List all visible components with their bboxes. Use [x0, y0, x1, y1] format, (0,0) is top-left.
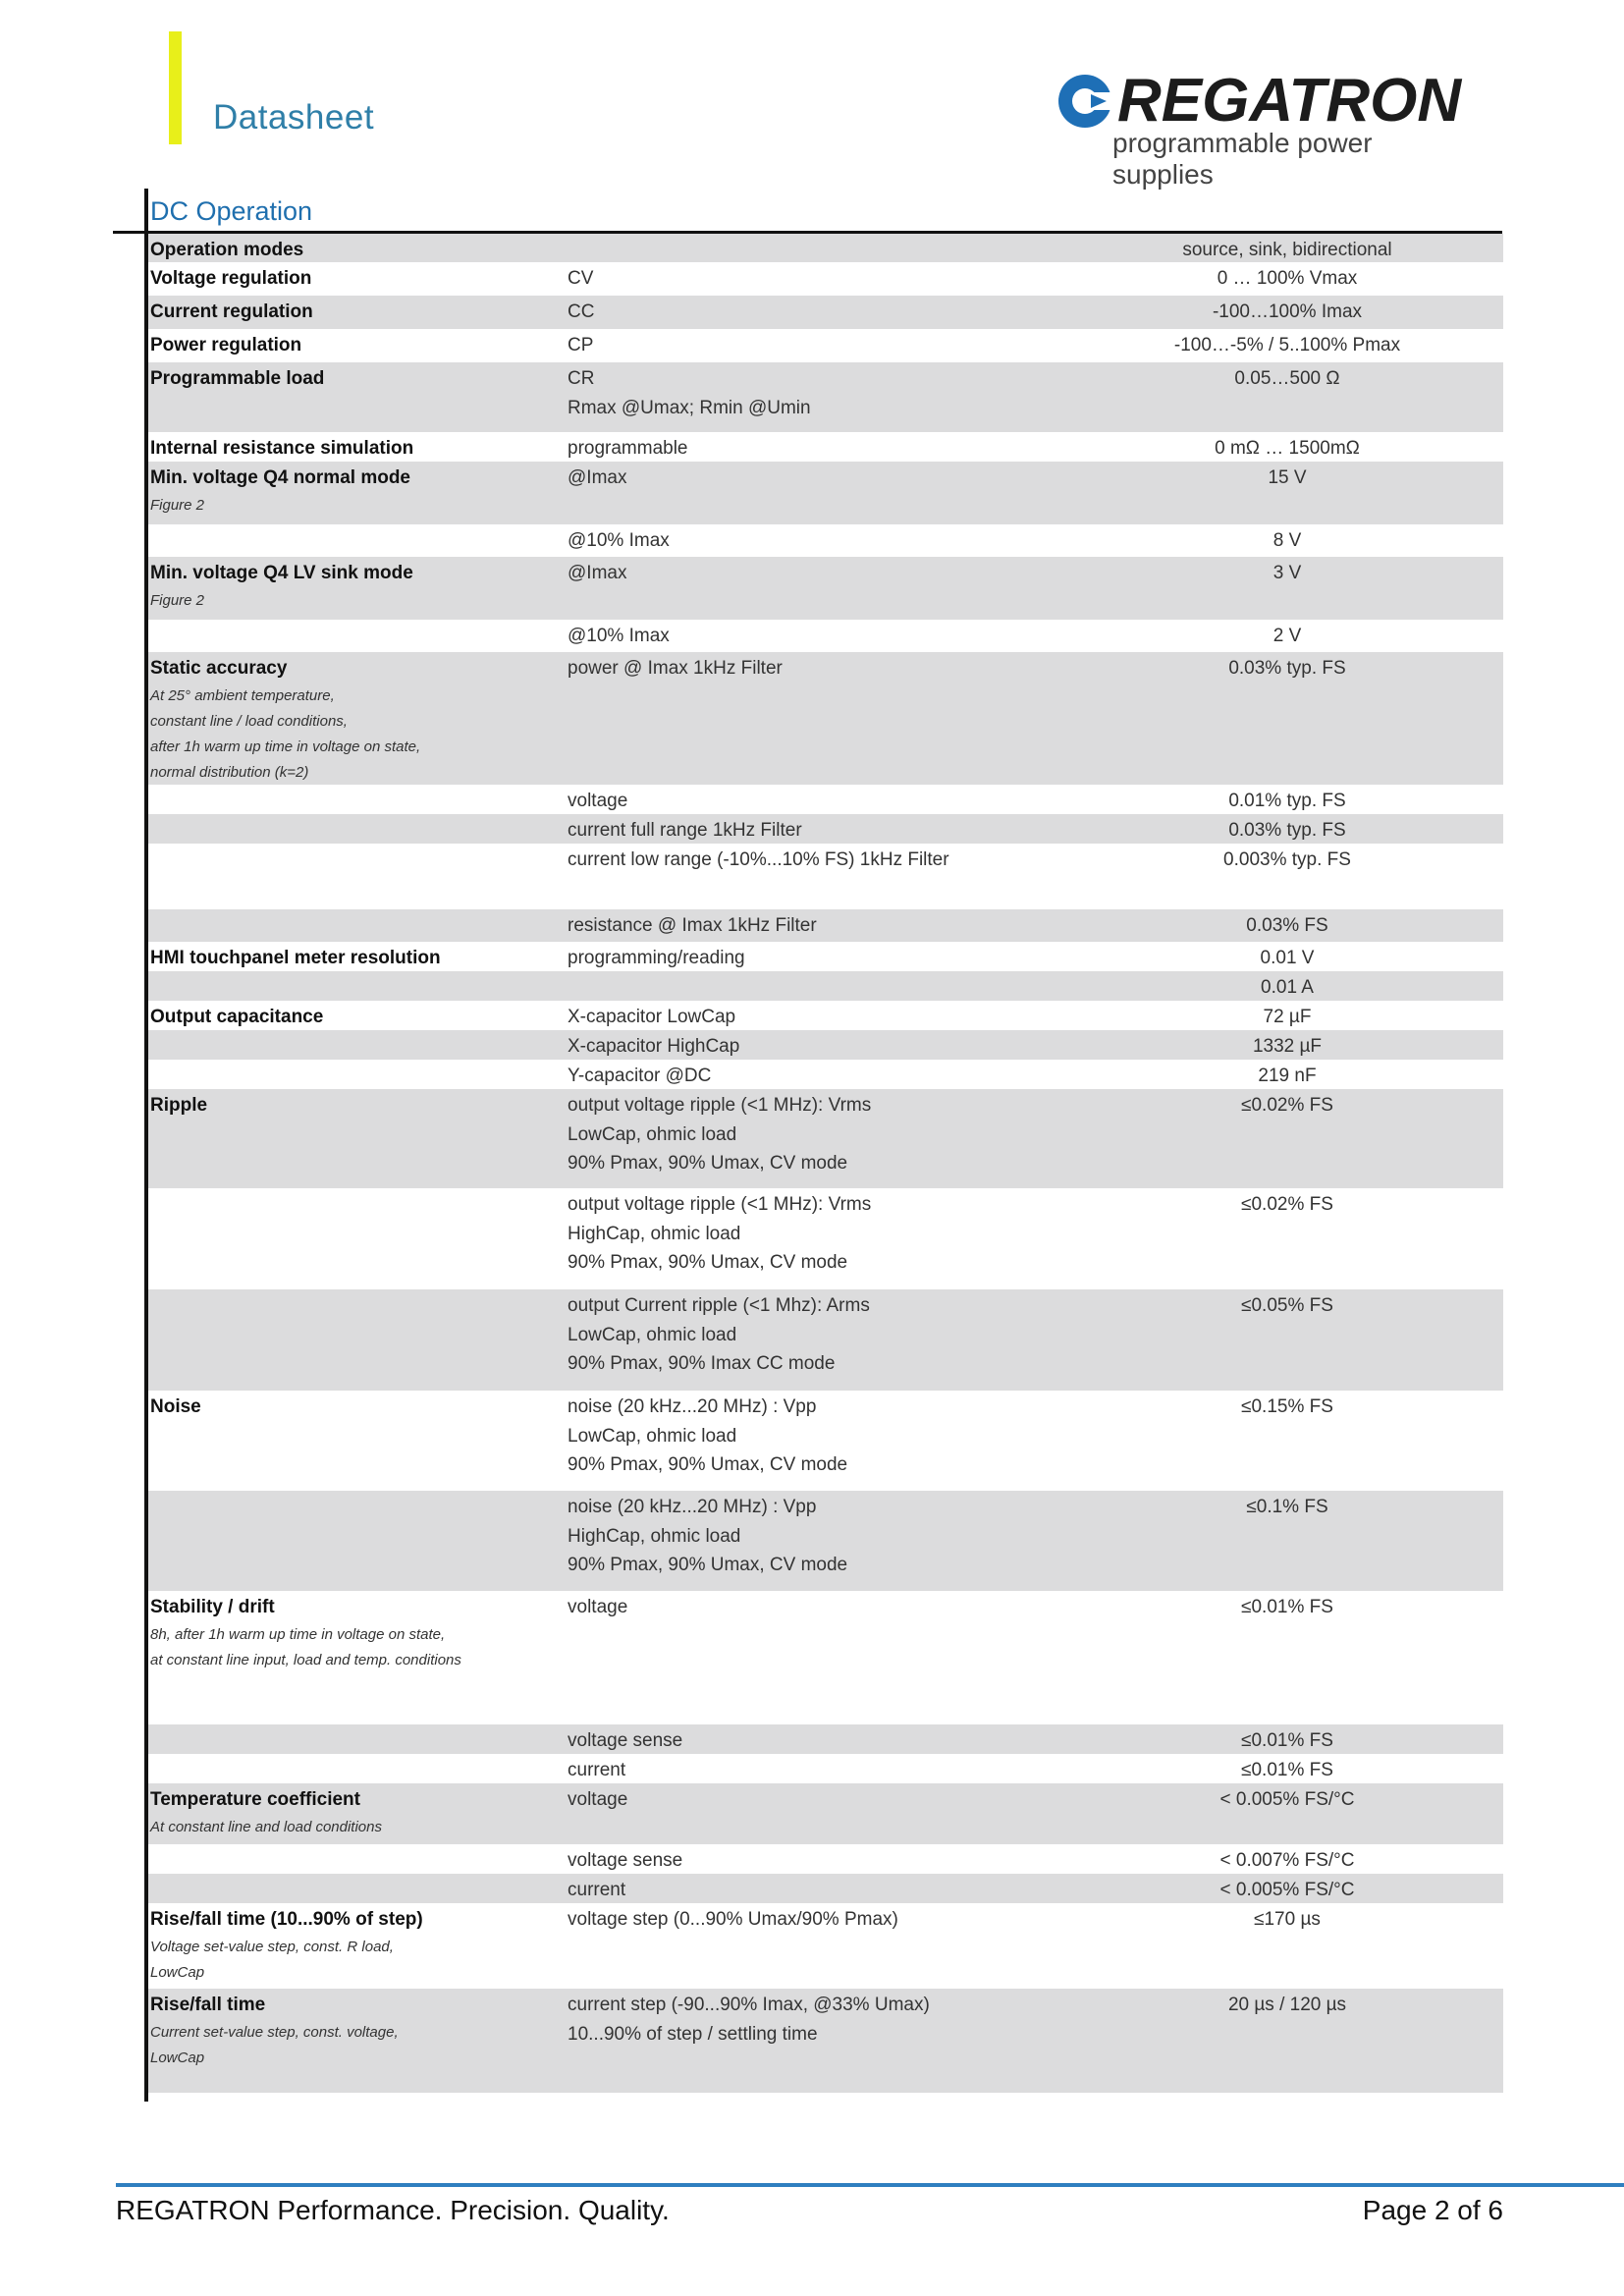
condition-text: 90% Pmax, 90% Umax, CV mode: [568, 1252, 848, 1273]
table-row: [148, 1060, 1503, 1089]
table-row: [148, 1289, 1503, 1391]
value-cell: [1120, 1003, 1454, 1032]
parameter-note: LowCap: [150, 2049, 205, 2066]
table-row: [148, 432, 1503, 462]
parameter-label: Ripple: [150, 1095, 208, 1116]
condition-text: output voltage ripple (<1 MHz): Vrms: [568, 1095, 872, 1116]
value-text: ≤0.1% FS: [1246, 1497, 1328, 1517]
parameter-cell: [150, 364, 563, 394]
parameter-label: Programmable load: [150, 368, 325, 389]
condition-text: CC: [568, 301, 595, 322]
table-row: [148, 1030, 1503, 1060]
parameter-label: Power regulation: [150, 335, 302, 355]
table-row: [148, 1874, 1503, 1903]
condition-text: 90% Pmax, 90% Umax, CV mode: [568, 1454, 848, 1475]
condition-cell: [568, 464, 1117, 493]
parameter-label: Noise: [150, 1396, 201, 1417]
value-text: < 0.005% FS/°C: [1219, 1880, 1355, 1900]
parameter-note: Figure 2: [150, 591, 205, 609]
footer-slogan: REGATRON Performance. Precision. Quality.: [116, 2195, 670, 2225]
condition-cell: [568, 1876, 1117, 1905]
table-row: [148, 971, 1503, 1001]
parameter-cell: [150, 1905, 563, 1986]
condition-text: noise (20 kHz...20 MHz) : Vpp: [568, 1497, 817, 1517]
value-text: 0 … 100% Vmax: [1217, 268, 1358, 289]
condition-text: power @ Imax 1kHz Filter: [568, 658, 783, 679]
condition-cell: [568, 1091, 1117, 1178]
condition-cell: [568, 1785, 1117, 1815]
value-text: 0 mΩ … 1500mΩ: [1215, 438, 1360, 459]
condition-cell: [568, 1291, 1117, 1379]
condition-cell: [568, 264, 1117, 294]
table-row: [148, 1844, 1503, 1874]
parameter-cell: [150, 1003, 563, 1032]
parameter-note: 8h, after 1h warm up time in voltage on state,: [150, 1625, 446, 1643]
value-cell: [1120, 1756, 1454, 1785]
regatron-logo-icon: [1056, 71, 1116, 132]
condition-text: HighCap, ohmic load: [568, 1525, 741, 1547]
parameter-label: Output capacitance: [150, 1007, 324, 1027]
table-row: [148, 1188, 1503, 1289]
condition-text: voltage step (0...90% Umax/90% Pmax): [568, 1909, 898, 1930]
parameter-cell: [150, 654, 563, 786]
condition-cell: [568, 846, 1117, 875]
condition-text: LowCap, ohmic load: [568, 1123, 737, 1145]
condition-text: X-capacitor HighCap: [568, 1036, 740, 1057]
condition-text: 90% Pmax, 90% Umax, CV mode: [568, 1555, 848, 1575]
parameter-label: Rise/fall time (10...90% of step): [150, 1909, 423, 1930]
condition-cell: [568, 1846, 1117, 1876]
value-text: ≤0.02% FS: [1241, 1095, 1333, 1116]
table-row: [148, 1724, 1503, 1754]
parameter-note: At constant line and load conditions: [150, 1818, 382, 1835]
value-text: 0.05…500 Ω: [1234, 368, 1340, 389]
table-row: [148, 814, 1503, 844]
parameter-label: Min. voltage Q4 LV sink mode: [150, 563, 413, 583]
condition-text: CV: [568, 268, 594, 289]
value-text: ≤0.02% FS: [1241, 1194, 1333, 1215]
value-text: 0.03% FS: [1246, 915, 1328, 936]
condition-cell: [568, 911, 1117, 941]
parameter-label: Current regulation: [150, 301, 313, 322]
table-row: [148, 1754, 1503, 1783]
value-cell: [1120, 1593, 1454, 1622]
condition-cell: [568, 1756, 1117, 1785]
parameter-cell: [150, 236, 563, 265]
parameter-label: Temperature coefficient: [150, 1789, 360, 1810]
condition-cell: [568, 1393, 1117, 1480]
parameter-note: Figure 2: [150, 496, 205, 514]
condition-text: HighCap, ohmic load: [568, 1223, 741, 1244]
value-text: 0.03% typ. FS: [1228, 658, 1346, 679]
value-text: 72 µF: [1263, 1007, 1312, 1027]
condition-cell: [568, 1726, 1117, 1756]
value-text: -100…100% Imax: [1212, 301, 1363, 322]
condition-text: @Imax: [568, 563, 627, 583]
condition-cell: [568, 816, 1117, 846]
parameter-label: Internal resistance simulation: [150, 438, 414, 459]
parameter-cell: [150, 1091, 563, 1121]
section-title: DC Operation: [150, 196, 313, 226]
value-text: 0.01 V: [1260, 948, 1315, 968]
condition-text: X-capacitor LowCap: [568, 1007, 736, 1027]
condition-cell: [568, 331, 1117, 360]
brand-tagline: programmable power supplies: [1112, 128, 1373, 190]
value-cell: [1120, 787, 1454, 816]
value-text: 15 V: [1268, 467, 1307, 488]
parameter-cell: [150, 1393, 563, 1422]
parameter-cell: [150, 559, 563, 614]
table-row: [148, 785, 1503, 814]
condition-text: 90% Pmax, 90% Umax, CV mode: [568, 1153, 848, 1174]
value-cell: [1120, 264, 1454, 294]
condition-cell: [568, 298, 1117, 327]
condition-text: @10% Imax: [568, 626, 670, 646]
condition-cell: [568, 1905, 1117, 1935]
table-row: [148, 234, 1503, 262]
parameter-label: HMI touchpanel meter resolution: [150, 948, 441, 968]
parameter-cell: [150, 264, 563, 294]
condition-text: CR: [568, 368, 595, 389]
parameter-cell: [150, 298, 563, 327]
condition-cell: [568, 1991, 1117, 2049]
condition-cell: [568, 1493, 1117, 1580]
table-row: [148, 942, 1503, 971]
value-text: 3 V: [1272, 563, 1302, 583]
value-text: 0.03% typ. FS: [1228, 820, 1346, 841]
value-cell: [1120, 331, 1454, 360]
condition-text: output Current ripple (<1 Mhz): Arms: [568, 1295, 870, 1316]
value-cell: [1120, 973, 1454, 1003]
parameter-label: Rise/fall time: [150, 1995, 266, 2015]
condition-text: resistance @ Imax 1kHz Filter: [568, 915, 817, 936]
condition-text: current: [568, 1760, 626, 1780]
value-text: 8 V: [1272, 530, 1302, 551]
table-row: [148, 1491, 1503, 1591]
condition-cell: [568, 1062, 1117, 1091]
parameter-cell: [150, 464, 563, 519]
value-cell: [1120, 1291, 1454, 1321]
value-text: 1332 µF: [1252, 1036, 1323, 1057]
value-cell: [1120, 434, 1454, 464]
condition-cell: [568, 364, 1117, 422]
condition-text: current low range (-10%...10% FS) 1kHz Filter: [568, 849, 949, 870]
value-text: -100…-5% / 5..100% Pmax: [1173, 335, 1401, 355]
condition-cell: [568, 654, 1117, 683]
value-cell: [1120, 1785, 1454, 1815]
parameter-note: constant line / load conditions,: [150, 712, 348, 730]
condition-cell: [568, 434, 1117, 464]
condition-cell: [568, 622, 1117, 651]
footer-rule: [116, 2183, 1624, 2187]
header-accent-bar: [169, 31, 182, 144]
value-text: 0.01% typ. FS: [1228, 791, 1346, 811]
value-cell: [1120, 1846, 1454, 1876]
value-cell: [1120, 1991, 1454, 2020]
parameter-cell: [150, 1593, 563, 1673]
value-text: < 0.005% FS/°C: [1219, 1789, 1355, 1810]
table-row: [148, 620, 1503, 652]
table-row: [148, 557, 1503, 620]
condition-text: voltage: [568, 791, 628, 811]
value-cell: [1120, 236, 1454, 265]
condition-cell: [568, 1032, 1117, 1062]
value-text: ≤0.15% FS: [1241, 1396, 1333, 1417]
table-row: [148, 909, 1503, 942]
parameter-note: at constant line input, load and temp. conditions: [150, 1651, 461, 1668]
parameter-note: Voltage set-value step, const. R load,: [150, 1938, 394, 1955]
value-cell: [1120, 622, 1454, 651]
condition-text: 90% Pmax, 90% Imax CC mode: [568, 1353, 836, 1374]
condition-cell: [568, 526, 1117, 556]
parameter-note: At 25° ambient temperature,: [150, 686, 335, 704]
table-row: [148, 1591, 1503, 1724]
table-row: [148, 1783, 1503, 1844]
brand-logo: [1056, 67, 1478, 190]
condition-cell: [568, 1003, 1117, 1032]
condition-text: current full range 1kHz Filter: [568, 820, 802, 841]
table-row: [148, 844, 1503, 909]
spec-table: [148, 234, 1503, 2093]
table-row: [148, 1001, 1503, 1030]
condition-text: 10...90% of step / settling time: [568, 2023, 818, 2045]
condition-text: voltage sense: [568, 1730, 683, 1751]
parameter-label: Operation modes: [150, 240, 304, 260]
condition-text: @Imax: [568, 467, 627, 488]
value-cell: [1120, 654, 1454, 683]
value-cell: [1120, 1091, 1454, 1121]
parameter-cell: [150, 944, 563, 973]
table-row: [148, 1989, 1503, 2093]
parameter-label: Static accuracy: [150, 658, 288, 679]
condition-cell: [568, 944, 1117, 973]
value-cell: [1120, 526, 1454, 556]
table-row: [148, 524, 1503, 557]
brand-wordmark: REGATRON: [1117, 67, 1462, 135]
condition-text: @10% Imax: [568, 530, 670, 551]
parameter-cell: [150, 331, 563, 360]
condition-text: LowCap, ohmic load: [568, 1324, 737, 1345]
condition-cell: [568, 559, 1117, 588]
value-cell: [1120, 1905, 1454, 1935]
value-cell: [1120, 816, 1454, 846]
value-cell: [1120, 298, 1454, 327]
value-text: 2 V: [1272, 626, 1302, 646]
condition-text: current: [568, 1880, 626, 1900]
parameter-note: after 1h warm up time in voltage on state,: [150, 738, 421, 755]
value-cell: [1120, 1190, 1454, 1220]
value-text: 219 nF: [1258, 1066, 1317, 1086]
condition-text: Y-capacitor @DC: [568, 1066, 712, 1086]
table-row: [148, 652, 1503, 785]
value-cell: [1120, 944, 1454, 973]
condition-text: output voltage ripple (<1 MHz): Vrms: [568, 1194, 872, 1215]
condition-text: programmable: [568, 438, 688, 459]
value-cell: [1120, 1062, 1454, 1091]
value-cell: [1120, 1726, 1454, 1756]
table-row: [148, 362, 1503, 432]
condition-text: voltage: [568, 1597, 628, 1617]
value-cell: [1120, 1876, 1454, 1905]
condition-text: voltage sense: [568, 1850, 683, 1871]
value-cell: [1120, 846, 1454, 875]
value-text: ≤170 µs: [1254, 1909, 1321, 1930]
table-row: [148, 329, 1503, 362]
parameter-label: Stability / drift: [150, 1597, 275, 1617]
value-text: < 0.007% FS/°C: [1219, 1850, 1355, 1871]
value-cell: [1120, 464, 1454, 493]
parameter-label: Min. voltage Q4 normal mode: [150, 467, 410, 488]
value-cell: [1120, 364, 1454, 394]
value-text: 0.003% typ. FS: [1223, 849, 1351, 870]
value-text: ≤0.01% FS: [1241, 1760, 1333, 1780]
value-cell: [1120, 559, 1454, 588]
document-title: Datasheet: [213, 98, 375, 137]
parameter-cell: [150, 1991, 563, 2071]
table-row: [148, 262, 1503, 296]
table-row: [148, 1903, 1503, 1989]
page-number: Page 2 of 6: [1362, 2195, 1503, 2225]
table-row: [148, 462, 1503, 524]
condition-text: current step (-90...90% Imax, @33% Umax): [568, 1995, 930, 2015]
table-row: [148, 1391, 1503, 1491]
table-row: [148, 1089, 1503, 1188]
parameter-note: LowCap: [150, 1963, 205, 1981]
parameter-cell: [150, 434, 563, 464]
value-text: ≤0.01% FS: [1241, 1597, 1333, 1617]
value-cell: [1120, 1393, 1454, 1422]
parameter-label: Voltage regulation: [150, 268, 312, 289]
value-text: ≤0.05% FS: [1241, 1295, 1333, 1316]
condition-cell: [568, 787, 1117, 816]
parameter-note: Current set-value step, const. voltage,: [150, 2023, 399, 2041]
condition-text: CP: [568, 335, 594, 355]
parameter-note: normal distribution (k=2): [150, 763, 309, 781]
condition-text: programming/reading: [568, 948, 745, 968]
parameter-cell: [150, 1785, 563, 1840]
condition-cell: [568, 1593, 1117, 1622]
value-text: 0.01 A: [1261, 977, 1314, 998]
value-cell: [1120, 1493, 1454, 1522]
condition-text: LowCap, ohmic load: [568, 1425, 737, 1447]
table-row: [148, 296, 1503, 329]
condition-text: voltage: [568, 1789, 628, 1810]
condition-text: noise (20 kHz...20 MHz) : Vpp: [568, 1396, 817, 1417]
value-text: 20 µs / 120 µs: [1227, 1995, 1347, 2015]
value-cell: [1120, 1032, 1454, 1062]
value-cell: [1120, 911, 1454, 941]
condition-cell: [568, 1190, 1117, 1278]
value-text: ≤0.01% FS: [1241, 1730, 1333, 1751]
condition-text: Rmax @Umax; Rmin @Umin: [568, 397, 811, 418]
value-text: source, sink, bidirectional: [1182, 240, 1392, 260]
